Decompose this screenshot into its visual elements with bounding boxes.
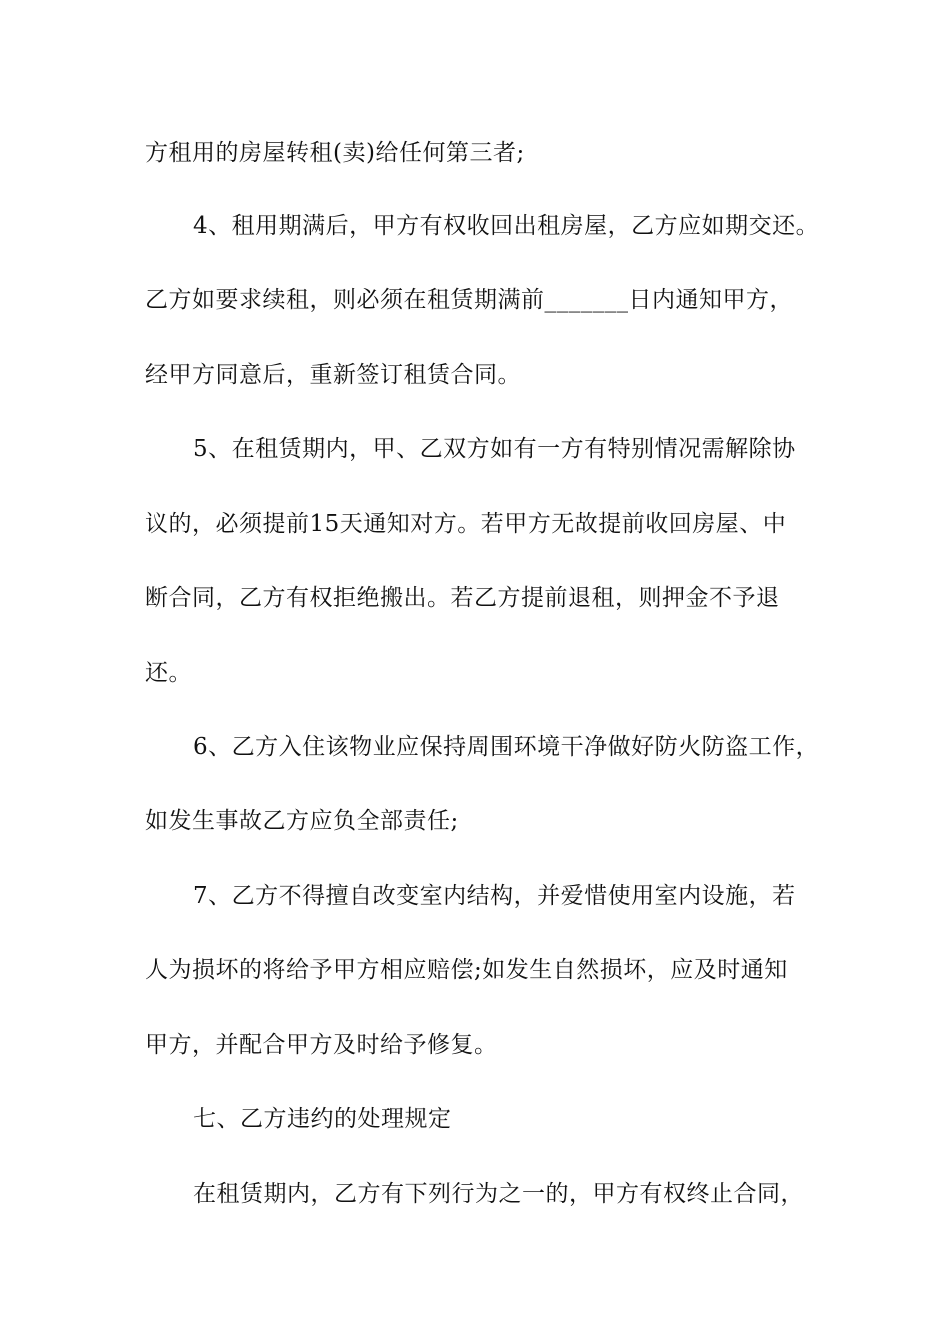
text-line: 4、租用期满后，甲方有权收回出租房屋，乙方应如期交还。	[193, 213, 820, 239]
text-line: 7、乙方不得擅自改变室内结构，并爱惜使用室内设施，若	[193, 883, 796, 909]
text-line: 在租赁期内，乙方有下列行为之一的，甲方有权终止合同，	[193, 1181, 804, 1207]
section-heading: 七、乙方违约的处理规定	[193, 1106, 452, 1132]
text-line: 人为损坏的将给予甲方相应赔偿;如发生自然损坏，应及时通知	[145, 957, 788, 983]
text-line: 甲方，并配合甲方及时给予修复。	[145, 1032, 498, 1058]
text-line: 如发生事故乙方应负全部责任;	[145, 808, 459, 834]
text-line: 6、乙方入住该物业应保持周围环境干净做好防火防盗工作，	[193, 734, 820, 760]
text-line: 方租用的房屋转租(卖)给任何第三者;	[145, 140, 525, 166]
text-line: 经甲方同意后，重新签订租赁合同。	[145, 362, 521, 388]
text-line: 乙方如要求续租，则必须在租赁期满前_______日内通知甲方，	[145, 287, 793, 313]
text-line: 还。	[145, 660, 192, 686]
text-line: 议的，必须提前15天通知对方。若甲方无故提前收回房屋、中	[145, 511, 787, 537]
text-line: 5、在租赁期内，甲、乙双方如有一方有特别情况需解除协	[193, 436, 796, 462]
text-line: 断合同，乙方有权拒绝搬出。若乙方提前退租，则押金不予退	[145, 585, 780, 611]
